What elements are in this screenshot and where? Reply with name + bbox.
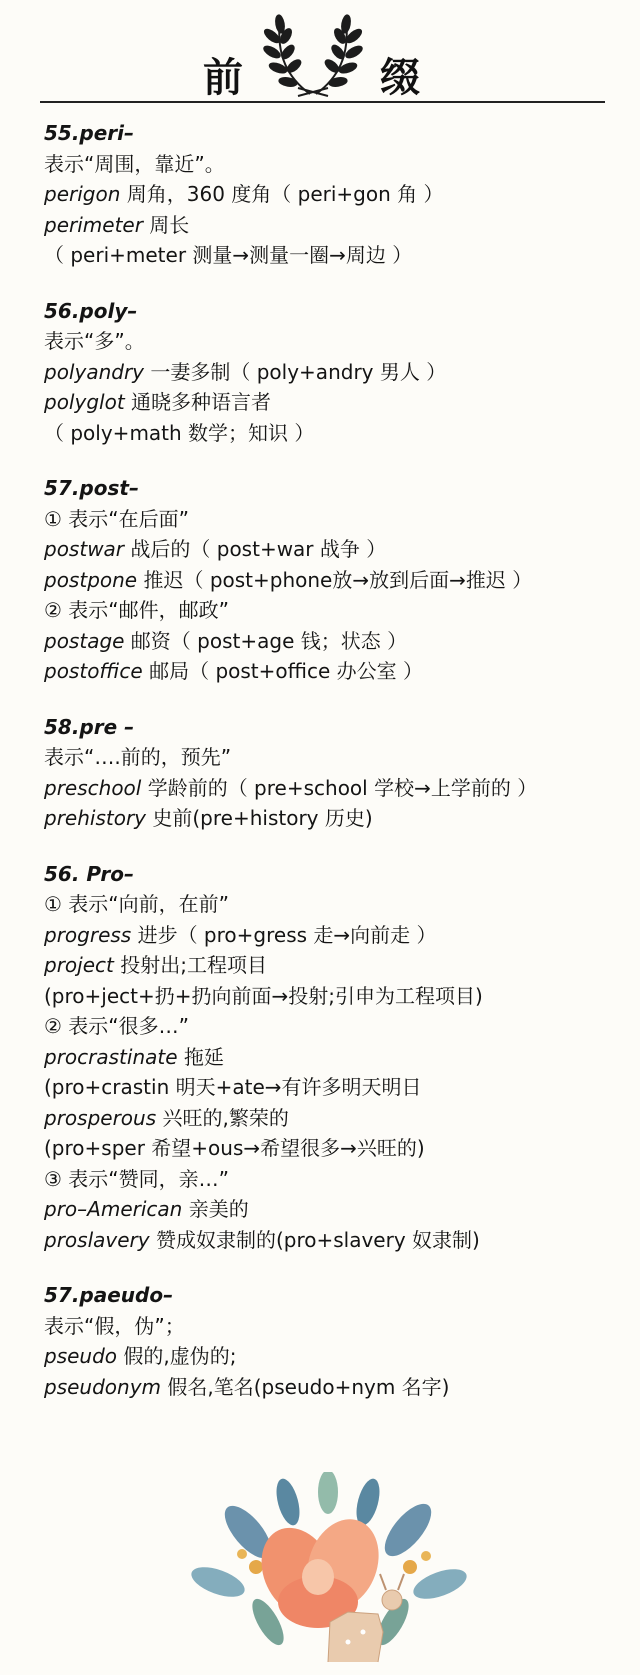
entry-line	[44, 742, 624, 773]
english-term: polyandry	[44, 359, 145, 384]
entry-line	[44, 1311, 624, 1342]
english-term: proslavery	[44, 1227, 150, 1252]
entry-line	[44, 595, 624, 626]
prefix-section	[44, 1280, 624, 1402]
prefix-section	[44, 859, 624, 1256]
entry-line	[44, 357, 624, 388]
definition-text: ② 表示“邮件，邮政”	[44, 598, 230, 622]
definition-text: 邮资（ post+age 钱；状态 ）	[124, 628, 408, 653]
definition-text: 进步（ pro+gress 走→向前走 ）	[131, 922, 437, 947]
entry-line	[44, 981, 624, 1012]
entry-line	[44, 1372, 624, 1403]
english-term: perimeter	[44, 212, 143, 237]
entry-line	[44, 387, 624, 418]
section-heading: 58.pre –	[44, 714, 135, 739]
entry-line	[44, 210, 624, 241]
english-term: prosperous	[44, 1105, 157, 1130]
definition-text: 表示“假，伪”；	[44, 1313, 185, 1338]
section-heading: 56.poly–	[44, 298, 138, 323]
definition-text: 通晓多种语言者	[124, 390, 272, 414]
definition-text: 赞成奴隶制的(pro+slavery 奴隶制)	[149, 1227, 480, 1252]
definition-text: 假名,笔名(pseudo+nym 名字)	[161, 1374, 450, 1399]
english-term: pseudo	[44, 1344, 118, 1368]
entry-line	[44, 1103, 624, 1134]
prefix-section	[44, 473, 624, 687]
english-term: postage	[44, 628, 125, 653]
definition-text: 拖延	[177, 1044, 224, 1069]
definition-text: 表示“周围，靠近”。	[44, 151, 225, 176]
page-header	[0, 0, 640, 110]
entry-line	[44, 950, 624, 981]
english-term: prehistory	[44, 806, 147, 830]
definition-text: ① 表示“在后面”	[44, 506, 190, 531]
definition-text: 投射出;工程项目	[113, 953, 267, 977]
entry-line	[44, 656, 624, 687]
definition-text: 周角，360 度角（ peri+gon 角 ）	[120, 182, 444, 206]
prefix-section	[44, 296, 624, 449]
definition-text: 假的,虚伪的;	[117, 1344, 237, 1368]
entry-line	[44, 1194, 624, 1225]
entry-line	[44, 504, 624, 535]
english-term: postoffice	[44, 659, 143, 683]
definition-text: 战后的（ post+war 战争 ）	[124, 537, 387, 561]
prefix-section	[44, 118, 624, 271]
english-term: pseudonym	[44, 1374, 162, 1399]
entry-line	[44, 1133, 624, 1164]
definition-text: （ poly+math 数学；知识 ）	[44, 420, 315, 445]
prefix-section	[44, 712, 624, 834]
definition-text: （ peri+meter 测量→测量一圈→周边 ）	[44, 243, 413, 267]
flower-bouquet-with-deer-icon	[178, 1472, 478, 1672]
section-heading: 55.peri–	[44, 121, 135, 145]
definition-text: (pro+ject+扔+扔向前面→投射;引申为工程项目)	[44, 983, 483, 1008]
english-term: postpone	[44, 567, 138, 592]
title-char-left: 前	[203, 54, 243, 101]
entry-line	[44, 240, 624, 271]
entry-line	[44, 1072, 624, 1103]
entry-line	[44, 534, 624, 565]
entry-line	[44, 626, 624, 657]
definition-text: 邮局（ post+office 办公室 ）	[142, 659, 423, 683]
entry-line	[44, 179, 624, 210]
definition-text: 推迟（ post+phone放→放到后面→推迟 ）	[137, 567, 533, 592]
definition-text: 表示“多”。	[44, 329, 145, 353]
definition-text: ② 表示“很多…”	[44, 1014, 190, 1038]
definition-text: 亲美的	[182, 1197, 249, 1221]
definition-text: 兴旺的,繁荣的	[156, 1105, 289, 1130]
entry-line	[44, 418, 624, 449]
entry-line	[44, 1042, 624, 1073]
definition-text: (pro+crastin 明天+ate→有许多明天明日	[44, 1075, 422, 1099]
entry-line	[44, 773, 624, 804]
definition-text: 史前(pre+history 历史)	[146, 806, 373, 830]
section-heading: 56. Pro–	[44, 861, 135, 886]
entry-line	[44, 1164, 624, 1195]
entry-line	[44, 889, 624, 920]
entry-line	[44, 565, 624, 596]
section-heading: 57.paeudo–	[44, 1283, 174, 1307]
definition-text: 一妻多制（ poly+andry 男人 ）	[144, 359, 447, 384]
definition-text: 学龄前的（ pre+school 学校→上学前的 ）	[141, 775, 538, 800]
english-term: preschool	[44, 775, 142, 800]
english-term: perigon	[44, 182, 121, 206]
english-term: postwar	[44, 537, 125, 561]
definition-text: ① 表示“向前，在前”	[44, 892, 230, 916]
title-divider	[40, 101, 605, 103]
definition-text: ③ 表示“赞同，亲…”	[44, 1166, 230, 1191]
section-heading: 57.post–	[44, 476, 139, 500]
definition-text: (pro+sper 希望+ous→希望很多→兴旺的)	[44, 1136, 425, 1160]
entry-line	[44, 803, 624, 834]
entry-line	[44, 326, 624, 357]
definition-text: 周长	[142, 212, 190, 237]
english-term: project	[44, 953, 114, 977]
entry-line	[44, 1341, 624, 1372]
entry-line	[44, 1225, 624, 1256]
entry-line	[44, 920, 624, 951]
entry-line	[44, 149, 624, 180]
definition-text: 表示“….前的，预先”	[44, 745, 232, 769]
laurel-wreath-icon	[258, 6, 368, 101]
english-term: pro–American	[44, 1197, 183, 1221]
title-char-right: 缀	[380, 54, 420, 101]
entry-line	[44, 1011, 624, 1042]
prefix-list	[44, 118, 624, 1427]
english-term: polyglot	[44, 390, 125, 414]
english-term: progress	[44, 922, 132, 947]
english-term: procrastinate	[44, 1044, 178, 1069]
